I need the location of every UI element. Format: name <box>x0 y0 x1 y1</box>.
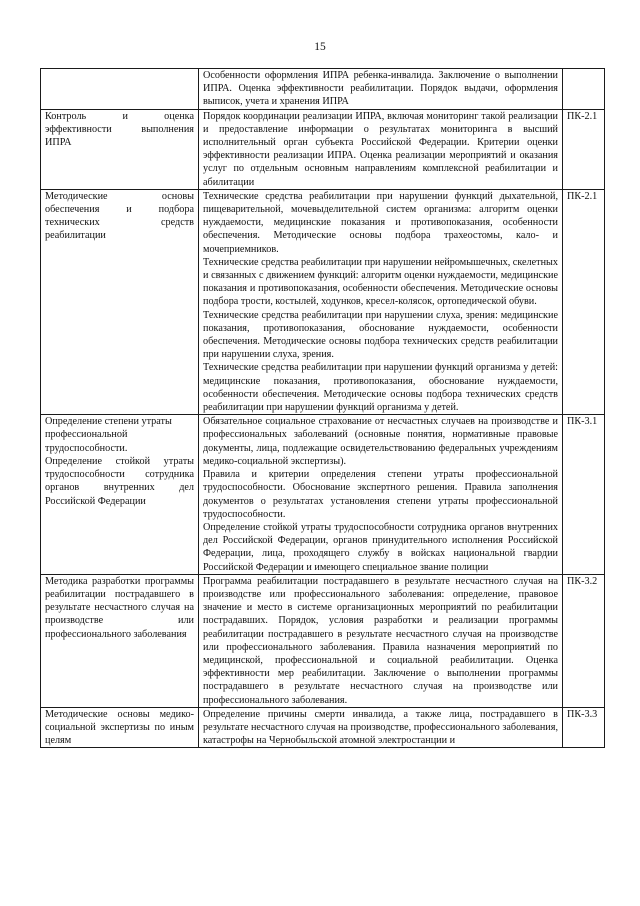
content-cell <box>199 415 563 574</box>
competency-code: ПК-3.1 <box>563 415 605 574</box>
curriculum-table <box>40 68 605 748</box>
table-row <box>41 415 605 574</box>
table-row <box>41 69 605 110</box>
content-paragraph: Определение стойкой утраты трудоспособности сотрудника органов внутренних дел Российской Федерации, органов принудительного исполнения Российской Федерации, лица, проходящего службу в войсках национальной гвардии Российской Федерации и имеющего специальное звание полиции <box>203 521 558 573</box>
competency-code: ПК-3.2 <box>563 574 605 707</box>
page-number: 15 <box>314 41 326 53</box>
content-paragraph: Обязательное социальное страхование от несчастных случаев на производстве и профессиональных заболеваний (основные понятия, нормативные правовые документы, лица, подлежащие освидетельствованию федеральных учреждениям медико-социальной экспертизы). <box>203 416 558 467</box>
topic-cell: Методические основы медико-социальной экспертизы по иным целям <box>41 707 199 748</box>
content-paragraph: Технические средства реабилитации при нарушении функций организма у детей: медицинские показания, противопоказания, обоснование нуждаемости, особенности обеспечения. Методические основы подбора технических средств реабилитации при нарушении функций организма у детей. <box>203 362 558 414</box>
content-paragraph: Особенности оформления ИПРА ребенка-инвалида. Заключение о выполнении ИПРА. Оценка эффективности реабилитации. Порядок выдачи, оформления выписок, учета и хранения ИПРА <box>203 70 558 108</box>
table-row <box>41 189 605 414</box>
content-cell <box>199 69 563 110</box>
topic-cell: Методические основы обеспечения и подбора технических средств реабилитации <box>41 189 199 414</box>
content-paragraph: Технические средства реабилитации при нарушении нейромышечных, скелетных и связанных с движением функций: алгоритм оценки нуждаемости, медицинские показания и противопоказания, особенности обеспечения. Методические основы подбора трости, костылей, ходунков, кресел-колясок, ортопедической обуви. <box>203 256 558 308</box>
table-row <box>41 109 605 189</box>
topic-cell: Методика разработки программы реабилитации пострадавшего в результате несчастного случая на производстве или профессионального заболевания <box>41 574 199 707</box>
topic-line: Определение степени утраты профессиональной трудоспособности. <box>45 416 172 454</box>
content-cell <box>199 189 563 414</box>
competency-code: ПК-2.1 <box>563 189 605 414</box>
content-cell <box>199 574 563 707</box>
topic-line: Определение стойкой утраты трудоспособности сотрудника органов внутренних дел Российской Федерации <box>45 455 194 507</box>
competency-code <box>563 69 605 110</box>
table-row <box>41 707 605 748</box>
content-paragraph: Программа реабилитации пострадавшего в результате несчастного случая на производстве или профессионального заболевания: определение, правовое значение и место в системе организационных мероприятий по реабилитации пострадавших. Порядок, условия разработки и реализации программы реабилитации пострадавшего в результате несчастного случая на производстве или профессионального заболевания. Правила назначения мероприятий по медицинской, профессиональной и социальной реабилитации. Оценка эффективности мер реабилитации. Заключение о выполнении программы пострадавшего в результате несчастного случая на производстве или профессионального заболевания. <box>203 575 558 706</box>
topic-cell: Контроль и оценка эффективности выполнения ИПРА <box>41 109 199 189</box>
content-paragraph: Технические средства реабилитации при нарушении слуха, зрения: медицинские показания, противопоказания, обоснование нуждаемости, особенности обеспечения. Методические основы подбора технических средств реабилитации при нарушении слуха, зрения. <box>203 309 558 361</box>
table-row <box>41 574 605 707</box>
topic-cell <box>41 415 199 574</box>
competency-code: ПК-3.3 <box>563 707 605 748</box>
content-paragraph: Определение причины смерти инвалида, а также лица, пострадавшего в результате несчастного случая на производстве, профессионального заболевания, катастрофы на Чернобыльской атомной электростанции и <box>203 708 558 747</box>
content-paragraph: Правила и критерии определения степени утраты профессиональной трудоспособности. Обоснование экспертного решения. Правила заполнения документов о результатах установления степени утраты профессиональной трудоспособности. <box>203 469 558 520</box>
content-paragraph: Технические средства реабилитации при нарушении функций дыхательной, пищеварительной, мочевыделительной систем организма: алгоритм оценки нуждаемости, медицинские показания и противопоказания, особенности обеспечения. Методические основы подбора трахеостомы, кало- и мочеприемников. <box>203 190 558 255</box>
content-paragraph: Порядок координации реализации ИПРА, включая мониторинг такой реализации и предоставление информации о результатах мониторинга в высший исполнительный орган субъекта Российской Федерации. Критерии оценки эффективности реализации ИПРА. Оценка реализации мероприятий и оказания услуг по отдельным основным направлениям комплексной реабилитации и абилитации <box>203 110 558 188</box>
content-cell <box>199 707 563 748</box>
content-cell <box>199 109 563 189</box>
competency-code: ПК-2.1 <box>563 109 605 189</box>
topic-cell <box>41 69 199 110</box>
